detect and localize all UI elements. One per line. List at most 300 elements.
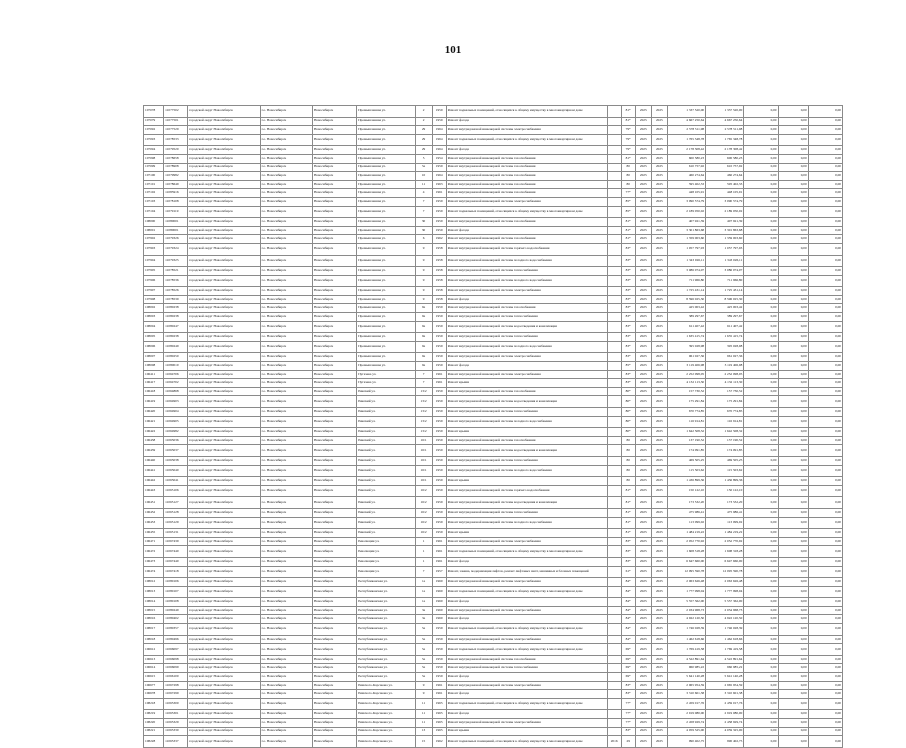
table-cell: Новосибирск [312, 321, 356, 333]
table-cell: 1961 [432, 546, 446, 558]
table-cell: 83* [621, 295, 635, 304]
table-cell: г.о. Новосибирск [260, 287, 312, 296]
table-cell: городской округ Новосибирск [188, 180, 260, 189]
table-cell: 3 119 406,98 [706, 362, 744, 371]
table-cell: 4 132 113,30 [667, 379, 705, 388]
table-cell: 11080001 [164, 218, 188, 227]
table-cell: 0,00 [808, 644, 842, 656]
table-cell: 0,00 [744, 106, 778, 118]
table-cell: 11 [415, 719, 432, 728]
table-cell: 3 301 863,68 [706, 226, 744, 235]
table-cell: г.о. Новосибирск [260, 624, 312, 636]
table-cell: 2025 [651, 255, 667, 267]
table-cell: 0,00 [808, 408, 842, 417]
table-cell: 0,00 [778, 304, 808, 313]
table-cell: 29 [621, 736, 635, 748]
table-cell: 1959 [432, 362, 446, 371]
table-cell: 1960 [432, 606, 446, 615]
table-cell: 83* [621, 267, 635, 276]
table-cell: г.о. Новосибирск [260, 353, 312, 362]
table-cell: 106455 [144, 529, 164, 538]
table-cell: 11080247 [164, 321, 188, 333]
table-row [144, 341, 843, 353]
table-cell: 106612 [144, 644, 164, 656]
table-cell: 11080250 [164, 353, 188, 362]
table-cell: Промышленная ул. [357, 362, 415, 371]
table-cell: 5а [415, 163, 432, 172]
table-cell: городской округ Новосибирск [188, 353, 260, 362]
table-cell: 1964 [432, 134, 446, 146]
table-cell: 106411 [144, 370, 164, 379]
table-cell: г.о. Новосибирск [260, 197, 312, 206]
table-row [144, 387, 843, 396]
table-cell: городской округ Новосибирск [188, 736, 260, 748]
table-cell: Новосибирск [312, 681, 356, 690]
table-cell: 2 [415, 106, 432, 118]
table-cell: 11066099 [164, 664, 188, 673]
table-cell: 0,00 [778, 226, 808, 235]
table-cell: Ряжский ул. [357, 517, 415, 529]
table-cell: 83* [621, 370, 635, 379]
table-cell: 106472 [144, 546, 164, 558]
table-cell: 13/2 [415, 396, 432, 408]
table-cell: 108003 [144, 313, 164, 322]
table-cell: 11065301 [164, 710, 188, 719]
table-cell: Новосибирск [312, 529, 356, 538]
table-cell: 2025 [635, 477, 651, 486]
table-cell: 0,00 [744, 387, 778, 396]
table-row [144, 606, 843, 615]
table-cell: 0,00 [744, 736, 778, 748]
table-cell: 175 291,84 [667, 396, 705, 408]
table-cell: городской округ Новосибирск [188, 586, 260, 598]
table-cell: 0,00 [808, 362, 842, 371]
table-cell [607, 353, 621, 362]
table-cell [607, 698, 621, 710]
table-cell: 84* [621, 586, 635, 598]
table-cell [607, 341, 621, 353]
table-cell: Промышленная ул. [357, 163, 415, 172]
table-row [144, 180, 843, 189]
table-cell: Новосибирск [312, 719, 356, 728]
table-cell: Промышленная ул. [357, 287, 415, 296]
table-cell: 611 407,42 [706, 321, 744, 333]
table-cell: 2 252 098,05 [706, 370, 744, 379]
table-cell: 2025 [635, 546, 651, 558]
table-cell: 80 [621, 477, 635, 486]
table-cell: г.о. Новосибирск [260, 275, 312, 287]
table-cell: 3 119 406,98 [667, 362, 705, 371]
table-cell: 81* [621, 218, 635, 227]
table-cell: Промышленная ул. [357, 134, 415, 146]
table-cell: 2025 [651, 387, 667, 396]
table-cell: Новосибирск [312, 710, 356, 719]
table-cell: Ряжский ул. [357, 416, 415, 428]
table-cell: 2025 [651, 727, 667, 736]
table-cell: 81* [621, 485, 635, 497]
table-cell: 83* [621, 255, 635, 267]
table-cell: 0,00 [744, 508, 778, 517]
table-cell: 2025 [651, 370, 667, 379]
table-cell: г.о. Новосибирск [260, 517, 312, 529]
table-cell [607, 456, 621, 465]
table-cell: 9 [415, 690, 432, 699]
table-cell: г.о. Новосибирск [260, 655, 312, 664]
table-cell: Промышленная ул. [357, 321, 415, 333]
table-cell: 0,00 [744, 615, 778, 624]
table-cell: 1957 [432, 566, 446, 578]
table-cell: городской округ Новосибирск [188, 673, 260, 682]
table-cell: 69* [621, 655, 635, 664]
table-cell: 960 985,22 [706, 664, 744, 673]
table-cell: 106452 [144, 508, 164, 517]
table-cell: Новосибирск [312, 436, 356, 445]
table-cell: г.о. Новосибирск [260, 710, 312, 719]
table-cell: 448 105,91 [706, 189, 744, 198]
table-cell: 1959 [432, 635, 446, 644]
table-cell: г.о. Новосибирск [260, 557, 312, 566]
table-cell: Республиканская ул. [357, 635, 415, 644]
table-cell [607, 710, 621, 719]
table-cell: 1 359 003,60 [706, 235, 744, 244]
table-cell: 610 757,92 [706, 163, 744, 172]
table-cell: г.о. Новосибирск [260, 681, 312, 690]
table-cell: Ремонт внутридомовой инженерной системы водоотведения и канализации [446, 396, 607, 408]
table-cell: 0,00 [808, 313, 842, 322]
table-cell: 79* [621, 146, 635, 155]
table-cell: 107907 [144, 287, 164, 296]
table-cell: г.о. Новосибирск [260, 180, 312, 189]
table-cell: Республиканская ул. [357, 615, 415, 624]
table-cell: 5а [415, 644, 432, 656]
table-cell: 11078536 [164, 275, 188, 287]
table-cell: городской округ Новосибирск [188, 606, 260, 615]
table-cell: 425 003,42 [706, 304, 744, 313]
table-cell: 7 [415, 379, 432, 388]
table-cell [607, 106, 621, 118]
table-cell: 1959 [432, 644, 446, 656]
table-cell: 0,00 [744, 206, 778, 218]
table-cell: 1965 [432, 698, 446, 710]
table-cell: 0,00 [778, 189, 808, 198]
table-cell: 2025 [635, 287, 651, 296]
table-cell: 2025 [651, 698, 667, 710]
table-cell: 0,00 [744, 635, 778, 644]
table-cell: 0,00 [778, 465, 808, 477]
table-cell: г.о. Новосибирск [260, 445, 312, 457]
table-cell: г.о. Новосибирск [260, 255, 312, 267]
table-cell: городской округ Новосибирск [188, 681, 260, 690]
table-cell: 0,00 [744, 537, 778, 546]
table-cell: городской округ Новосибирск [188, 615, 260, 624]
table-cell: 11065329 [164, 719, 188, 728]
table-cell: г.о. Новосибирск [260, 163, 312, 172]
table-cell: 1959 [432, 106, 446, 118]
table-cell: 11078521 [164, 267, 188, 276]
table-cell: 1962 [432, 235, 446, 244]
table-cell: 0,00 [778, 598, 808, 607]
table-cell: 2025 [651, 664, 667, 673]
table-cell: Ряжский ул. [357, 387, 415, 396]
table-cell: Римского-Корсакова ул. [357, 727, 415, 736]
table-cell: 108007 [144, 353, 164, 362]
table-cell: 11080357 [164, 624, 188, 636]
table-cell: 2025 [635, 624, 651, 636]
table-cell: Ремонт внутридомовой инженерной системы теплоснабжения [446, 313, 607, 322]
table-cell: 16/2 [415, 529, 432, 538]
table-cell: 2025 [651, 465, 667, 477]
table-cell: 11079326 [164, 235, 188, 244]
table-cell: городской округ Новосибирск [188, 243, 260, 255]
table-cell: 5 557 362,00 [706, 598, 744, 607]
table-cell: 2025 [635, 673, 651, 682]
table-cell: 4 522 891,64 [667, 655, 705, 664]
table-cell: Ремонт фасада [446, 673, 607, 682]
table-cell: Новосибирск [312, 370, 356, 379]
table-cell: 1963 [432, 180, 446, 189]
table-cell: 469 505,25 [706, 456, 744, 465]
table-cell: Новосибирск [312, 304, 356, 313]
table-cell: 0,00 [744, 727, 778, 736]
table-cell: 0,00 [778, 396, 808, 408]
table-cell: 0,00 [808, 546, 842, 558]
table-cell: 0,00 [778, 529, 808, 538]
table-cell: 2025 [635, 106, 651, 118]
table-row [144, 615, 843, 624]
table-row [144, 465, 843, 477]
table-cell: 80* [621, 396, 635, 408]
table-cell: 1а [415, 586, 432, 598]
table-cell: 83* [621, 353, 635, 362]
table-cell [607, 255, 621, 267]
table-cell: 9 [415, 255, 432, 267]
table-cell: 1 337 520,00 [667, 106, 705, 118]
table-row [144, 243, 843, 255]
table-cell: Ремонт внутридомовой инженерной системы электроснабжения [446, 719, 607, 728]
table-cell: 1961 [432, 690, 446, 699]
table-row [144, 566, 843, 578]
table-cell: 0,00 [808, 698, 842, 710]
table-cell: 0,00 [778, 235, 808, 244]
table-cell [607, 287, 621, 296]
table-cell: 2025 [635, 295, 651, 304]
table-cell: 107905 [144, 267, 164, 276]
table-cell [607, 477, 621, 486]
table-cell: г.о. Новосибирск [260, 362, 312, 371]
table-row [144, 698, 843, 710]
table-cell: 108017 [144, 624, 164, 636]
table-cell: Новосибирск [312, 635, 356, 644]
table-cell: 0,00 [778, 517, 808, 529]
table-cell: 1959 [432, 508, 446, 517]
table-cell: 3 310 601,38 [706, 690, 744, 699]
table-cell: 83* [621, 379, 635, 388]
table-cell: 0,00 [778, 586, 808, 598]
table-cell: г.о. Новосибирск [260, 226, 312, 235]
table-cell: Ремонт подвальных помещений, относящихся к общему имуществу в многоквартирном доме [446, 736, 607, 748]
table-cell: 1960 [432, 615, 446, 624]
table-cell: 3 086 074,07 [667, 267, 705, 276]
table-cell: городской округ Новосибирск [188, 226, 260, 235]
table-cell: 2 052 770,92 [706, 537, 744, 546]
table-cell: Ремонт фасада [446, 690, 607, 699]
table-cell [607, 566, 621, 578]
table-cell: 2025 [651, 710, 667, 719]
table-cell: 77* [621, 698, 635, 710]
table-cell: 0,00 [808, 615, 842, 624]
table-cell: 16/1 [415, 436, 432, 445]
table-cell: Ремонт внутридомовой инженерной системы электроснабжения [446, 606, 607, 615]
table-cell: Римского-Корсакова ул. [357, 681, 415, 690]
table-cell: 1965 [432, 710, 446, 719]
table-cell: Ремонт подвальных помещений, относящихся к общему имуществу в многоквартирном доме [446, 134, 607, 146]
table-cell: 711 966,80 [706, 275, 744, 287]
table-cell: 11066097 [164, 644, 188, 656]
table-cell [607, 655, 621, 664]
table-cell: 2025 [651, 566, 667, 578]
table-cell [607, 727, 621, 736]
table-cell: 2025 [651, 189, 667, 198]
table-cell: 2025 [635, 615, 651, 624]
table-row [144, 370, 843, 379]
table-cell: 5 557 362,00 [667, 598, 705, 607]
table-cell: 173 532,20 [667, 497, 705, 509]
table-cell: Ремонт внутридомовой инженерной системы газоснабжения [446, 387, 607, 396]
table-row [144, 529, 843, 538]
table-cell: 1958 [432, 275, 446, 287]
table-cell: 0,00 [778, 710, 808, 719]
table-cell: Промышленная ул. [357, 235, 415, 244]
table-cell: 2025 [651, 304, 667, 313]
table-row [144, 690, 843, 699]
table-cell: 2 052 770,92 [667, 537, 705, 546]
table-cell: 107099 [144, 163, 164, 172]
table-cell: 395 028,98 [706, 341, 744, 353]
table-cell: городской округ Новосибирск [188, 664, 260, 673]
table-cell: 3 090 574,79 [706, 197, 744, 206]
table-cell: Ремонт фасада [446, 295, 607, 304]
table-cell: 1962 [432, 736, 446, 748]
table-cell: 0,00 [744, 586, 778, 598]
table-cell: 1958 [432, 255, 446, 267]
table-cell: г.о. Новосибирск [260, 295, 312, 304]
table-row [144, 428, 843, 437]
table-cell: 11065330 [164, 727, 188, 736]
table-cell: 0,00 [808, 673, 842, 682]
table-row [144, 624, 843, 636]
table-cell: Ремонт внутридомовой инженерной системы газоснабжения [446, 436, 607, 445]
table-cell: 2025 [635, 206, 651, 218]
table-cell: 11066100 [164, 673, 188, 682]
table-cell: 107903 [144, 243, 164, 255]
table-cell: городской округ Новосибирск [188, 719, 260, 728]
table-cell: 2025 [635, 396, 651, 408]
table-cell: 1959 [432, 485, 446, 497]
table-cell: 2025 [635, 172, 651, 181]
table-cell: Новосибирск [312, 598, 356, 607]
table-cell: Промышленная ул. [357, 275, 415, 287]
table-cell: 2025 [651, 275, 667, 287]
table-cell: городской округ Новосибирск [188, 313, 260, 322]
table-cell: 11065037 [164, 445, 188, 457]
table-cell: г.о. Новосибирск [260, 408, 312, 417]
table-cell: 1959 [432, 445, 446, 457]
table-cell: 2025 [651, 180, 667, 189]
table-cell: 84* [621, 578, 635, 587]
table-cell: 1958 [432, 267, 446, 276]
table-cell: 1961 [432, 537, 446, 546]
table-cell: 2025 [635, 445, 651, 457]
table-cell: 0,00 [778, 537, 808, 546]
table-cell: 107100 [144, 172, 164, 181]
table-cell: городской округ Новосибирск [188, 465, 260, 477]
table-cell: 9 [415, 267, 432, 276]
table-cell: 0,00 [744, 154, 778, 163]
table-cell: 11080249 [164, 341, 188, 353]
table-cell: 0,00 [808, 436, 842, 445]
table-cell: 2025 [635, 117, 651, 126]
table-cell: 2025 [635, 586, 651, 598]
table-cell: Новосибирск [312, 644, 356, 656]
table-cell: Промышленная ул. [357, 243, 415, 255]
table-cell: Новосибирск [312, 736, 356, 748]
table-cell: 106473 [144, 557, 164, 566]
table-cell: 2025 [651, 690, 667, 699]
table-cell: 2 578 511,98 [706, 126, 744, 135]
table-cell: 1959 [432, 436, 446, 445]
table-cell: 2025 [635, 727, 651, 736]
table-cell: Республиканская ул. [357, 673, 415, 682]
table-cell: Ремонт внутридомовой инженерной системы водоотведения и канализации [446, 497, 607, 509]
table-cell: 11078539 [164, 295, 188, 304]
table-cell: г.о. Новосибирск [260, 117, 312, 126]
table-cell: 80 [621, 445, 635, 457]
table-cell: 2025 [651, 719, 667, 728]
table-cell: 13/2 [415, 408, 432, 417]
table-cell: 2 965 954,59 [667, 681, 705, 690]
table-cell: 475 986,41 [667, 508, 705, 517]
table-cell: 11065129 [164, 517, 188, 529]
table-cell [607, 154, 621, 163]
table-cell: Ремонт крыши [446, 529, 607, 538]
table-cell: 2 [415, 117, 432, 126]
table-cell: 2025 [651, 106, 667, 118]
table-cell: 0,00 [744, 546, 778, 558]
table-cell: 2 458 929,74 [706, 719, 744, 728]
table-cell: 0,00 [744, 456, 778, 465]
table-cell: 11079119 [164, 206, 188, 218]
table-row [144, 218, 843, 227]
table-cell: Ремонт крыши [446, 428, 607, 437]
table-cell: 11065300 [164, 698, 188, 710]
table-cell: 11079325 [164, 255, 188, 267]
table-cell: Новосибирск [312, 497, 356, 509]
table-cell: 83* [621, 546, 635, 558]
table-cell: 0,00 [744, 497, 778, 509]
table-cell: 2025 [635, 635, 651, 644]
table-cell: 83* [621, 243, 635, 255]
table-cell [607, 416, 621, 428]
table-cell: 9 [415, 681, 432, 690]
table-cell: 106614 [144, 664, 164, 673]
table-cell: 106418 [144, 387, 164, 396]
table-cell: 5а [415, 673, 432, 682]
table-cell: 108220 [144, 719, 164, 728]
table-cell: 0,00 [744, 673, 778, 682]
table-cell: 16/1 [415, 477, 432, 486]
table-cell: Ремонт подвальных помещений, относящихся к общему имуществу в многоквартирном доме [446, 106, 607, 118]
table-cell: Новосибирск [312, 180, 356, 189]
